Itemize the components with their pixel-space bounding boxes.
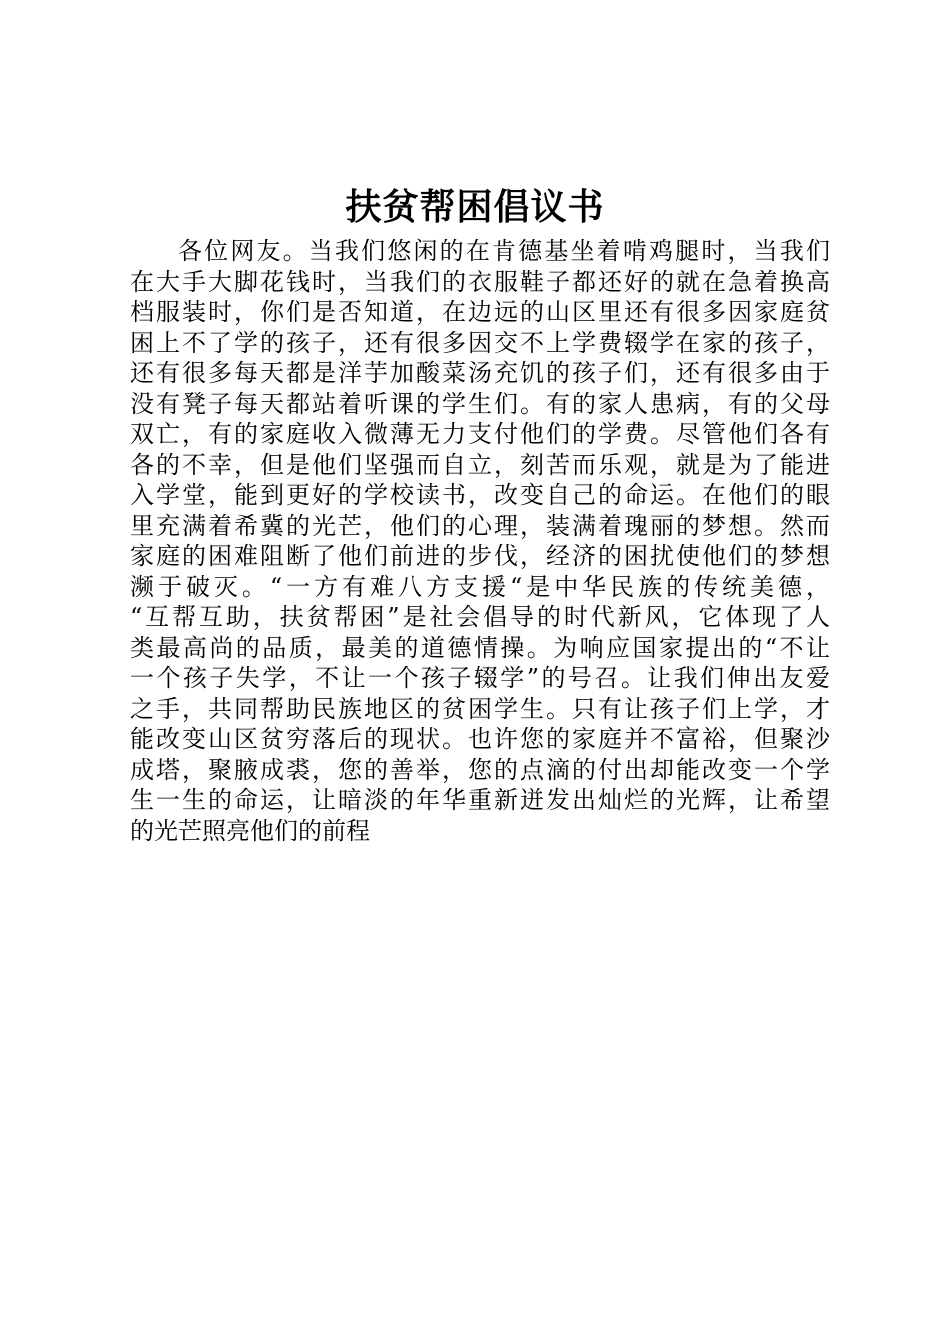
body-line: 困上不了学的孩子，还有很多因交不上学费辍学在家的孩子， bbox=[130, 328, 830, 357]
body-line: 各位网友。当我们悠闲的在肯德基坐着啃鸡腿时，当我们 bbox=[178, 237, 830, 265]
body-line: 双亡，有的家庭收入微薄无力支付他们的学费。尽管他们各有 bbox=[130, 420, 830, 448]
body-line: 濒于破灭。“一方有难八方支援“是中华民族的传统美德， bbox=[130, 572, 830, 601]
body-line: 入学堂，能到更好的学校读书，改变自己的命运。在他们的眼 bbox=[130, 481, 830, 509]
body-line: 能改变山区贫穷落后的现状。也许您的家庭并不富裕，但聚沙 bbox=[130, 725, 830, 753]
body-line: “互帮互助，扶贫帮困”是社会倡导的时代新风，它体现了人 bbox=[130, 603, 830, 631]
body-line: 生一生的命运，让暗淡的年华重新迸发出灿烂的光辉，让希望 bbox=[130, 786, 830, 814]
body-line: 各的不幸，但是他们坚强而自立，刻苦而乐观，就是为了能进 bbox=[130, 450, 830, 479]
body-line: 还有很多每天都是洋芋加酸菜汤充饥的孩子们，还有很多由于 bbox=[130, 359, 830, 387]
body-line: 档服装时，你们是否知道，在边远的山区里还有很多因家庭贫 bbox=[130, 298, 830, 326]
body-line: 里充满着希冀的光芒，他们的心理，装满着瑰丽的梦想。然而 bbox=[130, 511, 830, 540]
document-body bbox=[130, 236, 830, 846]
body-line: 类最高尚的品质，最美的道德情操。为响应国家提出的“不让 bbox=[130, 633, 830, 662]
body-line: 成塔，聚腋成裘，您的善举，您的点滴的付出却能改变一个学 bbox=[130, 755, 830, 784]
body-line: 一个孩子失学，不让一个孩子辍学”的号召。让我们伸出友爱 bbox=[130, 664, 830, 692]
body-line: 在大手大脚花钱时，当我们的衣服鞋子都还好的就在急着换高 bbox=[130, 267, 830, 296]
body-line: 之手，共同帮助民族地区的贫困学生。只有让孩子们上学，才 bbox=[130, 694, 830, 723]
body-line: 家庭的困难阻断了他们前进的步伐，经济的困扰使他们的梦想 bbox=[130, 542, 830, 570]
document-title: 扶贫帮困倡议书 bbox=[345, 187, 605, 228]
body-line: 没有凳子每天都站着听课的学生们。有的家人患病，有的父母 bbox=[130, 389, 830, 418]
body-line: 的光芒照亮他们的前程 bbox=[130, 816, 370, 845]
